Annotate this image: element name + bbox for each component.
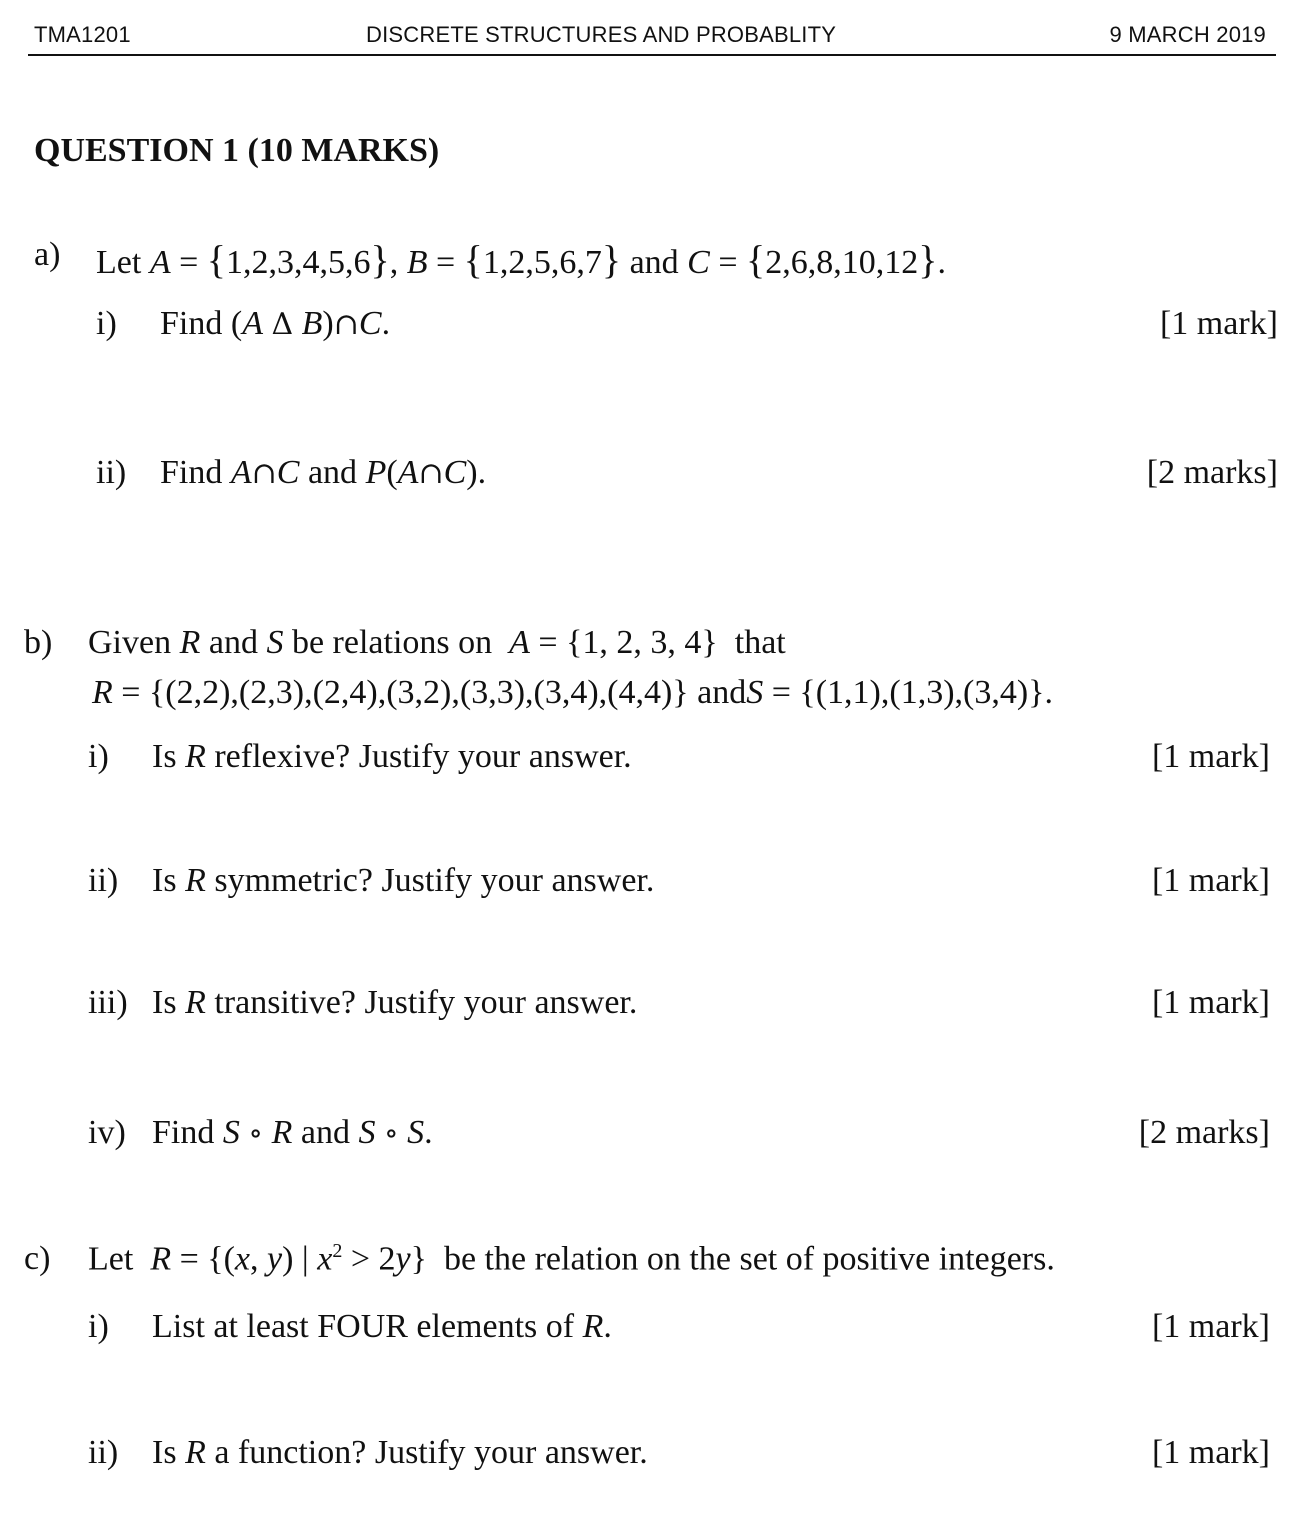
part-b-and-s: and bbox=[697, 674, 747, 711]
part-b-iv-and: and bbox=[300, 1114, 350, 1151]
course-title: DISCRETE STRUCTURES AND PROBABLITY bbox=[366, 22, 837, 47]
part-b-label: b) bbox=[24, 624, 53, 661]
relation-r-values: {(2,2),(2,3),(2,4),(3,2),(3,3),(3,4),(4,4)} bbox=[148, 674, 689, 711]
part-b-iv-find: Find bbox=[152, 1114, 215, 1151]
exam-date: 9 MARCH 2019 bbox=[1109, 22, 1266, 47]
part-b-intro-and: and bbox=[208, 624, 258, 661]
part-b-relations: R = {(2,2),(2,3),(2,4),(3,2),(3,3),(3,4),(4,4)} andS = {(1,1),(1,3),(3,4)}. bbox=[92, 674, 1053, 711]
set-a-values: 1,2,3,4,5,6 bbox=[225, 244, 371, 281]
part-a-ii-and: and bbox=[307, 454, 358, 491]
part-a-ii-label: ii) bbox=[96, 454, 127, 491]
part-b-ii-is: Is bbox=[152, 862, 177, 899]
part-b-iv-text: Find S ∘ R and S ∘ S. bbox=[152, 1114, 433, 1151]
part-a-i-label: i) bbox=[96, 305, 117, 342]
part-c-i-question: List at least FOUR elements of bbox=[152, 1308, 575, 1345]
part-b-intro-mid: be relations on bbox=[291, 624, 493, 661]
part-a-ii-text: Find A∩C and P(A∩C). bbox=[160, 454, 487, 491]
part-b-iii-question: transitive? Justify your answer. bbox=[214, 984, 638, 1021]
part-b-iii-mark: [1 mark] bbox=[1151, 984, 1270, 1021]
part-c-i-mark: [1 mark] bbox=[1151, 1308, 1270, 1345]
part-a-let: Let bbox=[96, 244, 142, 281]
part-c-rest: be the relation on the set of positive integers. bbox=[443, 1240, 1055, 1278]
part-c-label: c) bbox=[24, 1240, 51, 1277]
part-b-ii-label: ii) bbox=[88, 862, 119, 899]
part-c-statement: Let R = {(x, y) | $x^2 > 2y$} be the relation on the set of positive integers. bbox=[88, 1240, 1055, 1278]
part-b-given: Given bbox=[88, 624, 172, 661]
part-b-iii-label: iii) bbox=[88, 984, 128, 1021]
part-a-ii-mark: [2 marks] bbox=[1146, 454, 1278, 491]
part-b-i-text: Is R reflexive? Justify your answer. bbox=[152, 738, 632, 775]
part-a-and: and bbox=[629, 244, 679, 281]
relation-s-values: {(1,1),(1,3),(3,4)} bbox=[799, 674, 1045, 711]
part-b-i-label: i) bbox=[88, 738, 109, 775]
course-code: TMA1201 bbox=[34, 22, 131, 47]
set-c-values: 2,6,8,10,12 bbox=[765, 244, 919, 281]
part-a-i-mark: [1 mark] bbox=[1159, 305, 1278, 342]
header-rule bbox=[28, 54, 1276, 56]
part-a-ii-find: Find bbox=[160, 454, 223, 491]
part-b-iii-is: Is bbox=[152, 984, 177, 1021]
part-b-intro: Given R and S be relations on A = {1, 2, 3, 4} that bbox=[88, 624, 786, 661]
part-b-ii-mark: [1 mark] bbox=[1151, 862, 1270, 899]
set-b-values: 1,2,5,6,7 bbox=[482, 244, 602, 281]
part-c-i-label: i) bbox=[88, 1308, 109, 1345]
part-b-that: that bbox=[734, 624, 786, 661]
part-a-i-text: Find (A Δ B)∩C. bbox=[160, 305, 391, 342]
part-a-i-find: Find bbox=[160, 305, 223, 342]
part-c-let: Let bbox=[88, 1240, 134, 1278]
part-b-iv-label: iv) bbox=[88, 1114, 126, 1151]
part-c-ii-question: a function? Justify your answer. bbox=[214, 1434, 648, 1471]
part-b-i-is: Is bbox=[152, 738, 177, 775]
part-b-ii-question: symmetric? Justify your answer. bbox=[214, 862, 655, 899]
part-a-label: a) bbox=[34, 236, 61, 273]
part-b-i-question: reflexive? Justify your answer. bbox=[214, 738, 632, 775]
part-c-ii-mark: [1 mark] bbox=[1151, 1434, 1270, 1471]
part-a-statement: Let A = {1,2,3,4,5,6}, B = {1,2,5,6,7} and C = {2,6,8,10,12}. bbox=[96, 237, 946, 282]
part-b-set-a: {1, 2, 3, 4} bbox=[566, 624, 718, 661]
part-b-i-mark: [1 mark] bbox=[1151, 738, 1270, 775]
part-c-i-text: List at least FOUR elements of R. bbox=[152, 1308, 612, 1345]
part-c-ii-label: ii) bbox=[88, 1434, 119, 1471]
part-b-iv-mark: [2 marks] bbox=[1138, 1114, 1270, 1151]
part-c-ii-is: Is bbox=[152, 1434, 177, 1471]
part-b-ii-text: Is R symmetric? Justify your answer. bbox=[152, 862, 655, 899]
part-b-iii-text: Is R transitive? Justify your answer. bbox=[152, 984, 638, 1021]
part-c-ii-text: Is R a function? Justify your answer. bbox=[152, 1434, 648, 1471]
question-title: QUESTION 1 (10 MARKS) bbox=[34, 132, 440, 169]
